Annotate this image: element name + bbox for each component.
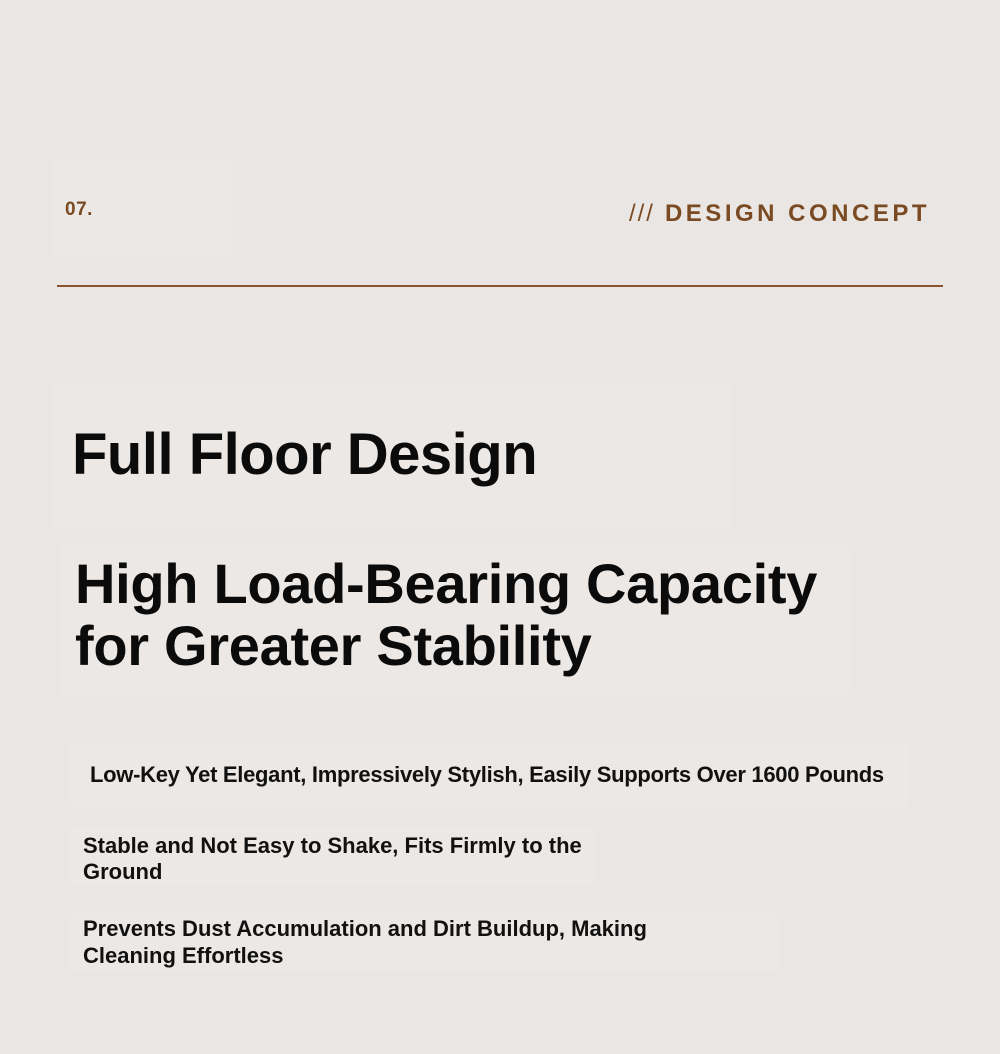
- divider: [57, 285, 943, 287]
- heading-full-floor-design: Full Floor Design: [72, 422, 538, 487]
- feature-item: Stable and Not Easy to Shake, Fits Firmly to the Ground: [83, 833, 582, 884]
- section-slashes: ///: [628, 200, 655, 227]
- feature-item: Low-Key Yet Elegant, Impressively Stylish, Easily Supports Over 1600 Pounds: [90, 762, 884, 787]
- section-title: [629, 200, 930, 228]
- section-number: 07.: [65, 199, 93, 220]
- feature-item: Prevents Dust Accumulation and Dirt Buildup, Making Cleaning Effortless: [83, 916, 647, 968]
- heading-load-bearing-capacity: High Load-Bearing Capacity for Greater Stability: [75, 552, 818, 677]
- section-title-text: DESIGN CONCEPT: [664, 200, 930, 227]
